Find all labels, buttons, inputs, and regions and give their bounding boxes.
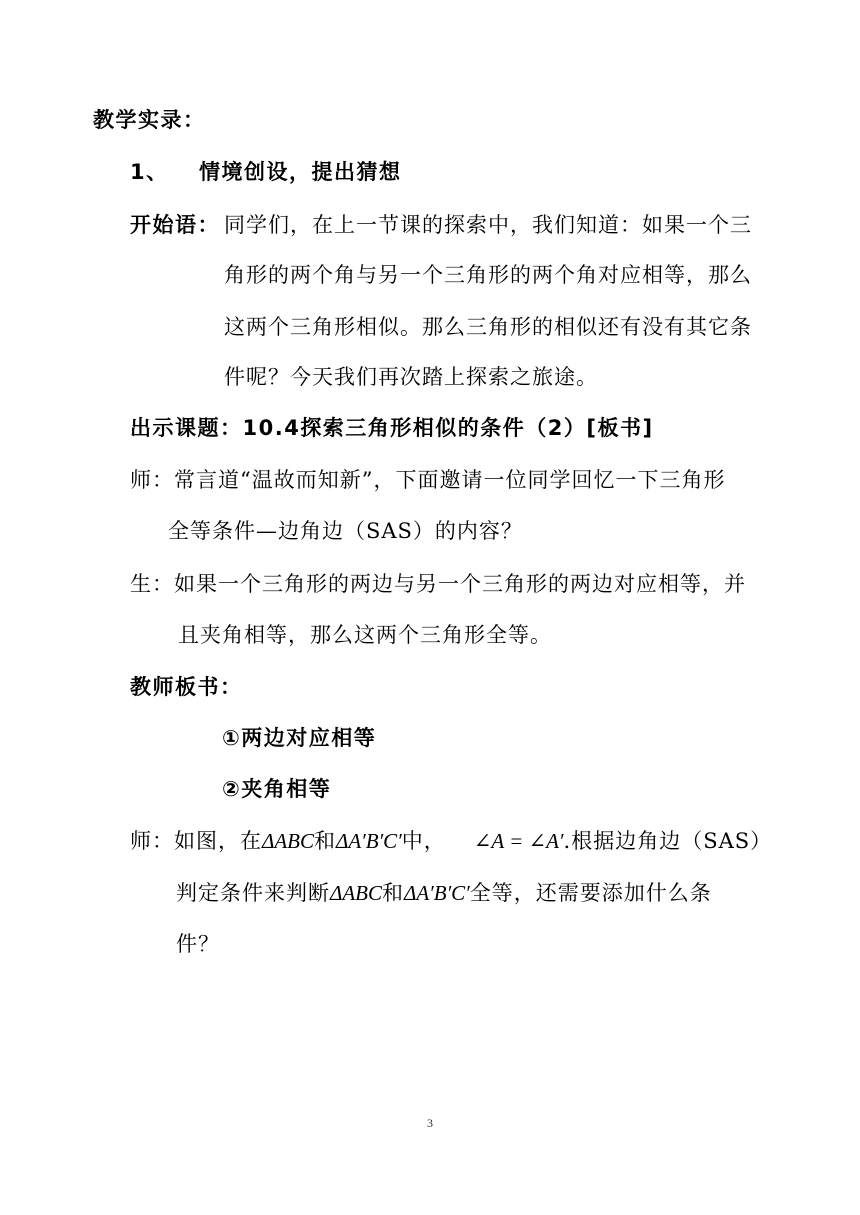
teacher-question-line2-prefix: 判定条件来判断: [176, 881, 330, 905]
heading: 教学实录：: [93, 108, 206, 132]
section-title: 情境创设，提出猜想: [199, 160, 402, 184]
triangle-abc: ΔABC: [262, 829, 314, 853]
teacher-question-line-3: 件？: [176, 932, 220, 956]
triangle-abc-2: ΔABC: [330, 881, 382, 905]
page-number: 3: [427, 1116, 433, 1130]
opening-line-3: 这两个三角形相似。那么三角形的相似还有没有其它条: [224, 315, 752, 339]
teacher-question-line-1: [130, 827, 772, 855]
board-item-1: ①两边对应相等: [222, 726, 377, 750]
teacher-question-line2-suffix: 全等，还需要添加什么条: [469, 881, 712, 905]
opening-line-1: 同学们，在上一节课的探索中，我们知道：如果一个三: [224, 213, 752, 237]
teacher-line-1: 师：常言道“温故而知新”，下面邀请一位同学回忆一下三角形: [130, 468, 726, 492]
teacher-question-prefix: 师：如图，在: [130, 829, 262, 853]
board-item-2: ②夹角相等: [222, 777, 332, 801]
angle-equation: ∠A = ∠A′: [473, 829, 564, 853]
triangle-abc-prime-2: ΔA′B′C′: [404, 881, 470, 905]
triangle-abc-prime: ΔA′B′C′: [336, 829, 402, 853]
and-word: 和: [314, 829, 336, 853]
teacher-line-2: 全等条件—边角边（SAS）的内容？: [168, 519, 523, 543]
student-line-1: 生：如果一个三角形的两边与另一个三角形的两边对应相等，并: [130, 572, 746, 596]
teacher-question-suffix: .根据边角边（SAS）: [563, 829, 773, 853]
and-word-2: 和: [382, 881, 404, 905]
opening-line-4: 件呢？今天我们再次踏上探索之旅途。: [224, 365, 598, 389]
teacher-question-line-2: [176, 879, 712, 907]
middle-word: 中，: [401, 829, 446, 853]
opening-line-2: 角形的两个角与另一个三角形的两个角对应相等，那么: [224, 263, 752, 287]
opening-label: 开始语：: [130, 213, 220, 237]
board-label: 教师板书：: [130, 675, 243, 699]
section-number: 1、: [130, 160, 169, 184]
student-line-2: 且夹角相等，那么这两个三角形全等。: [178, 623, 552, 647]
lesson-topic: 出示课题：10.4探索三角形相似的条件（2）[板书]: [130, 416, 654, 440]
